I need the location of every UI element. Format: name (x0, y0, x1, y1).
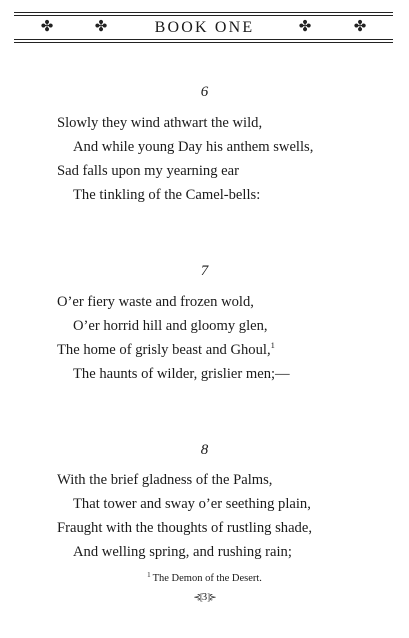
page-number (0, 590, 409, 605)
header-rule-bottom-thin (14, 39, 393, 40)
verse-line: Sad falls upon my yearning ear (57, 163, 239, 179)
fleuron-icon: ✤ (40, 19, 54, 35)
stanza-number: 6 (200, 84, 209, 100)
verse-line: With the brief gladness of the Palms, (57, 472, 273, 488)
page-number-value: 3 (201, 592, 208, 603)
fleuron-icon: ✤ (94, 19, 108, 35)
running-head: BOOK ONE (154, 19, 255, 36)
header-rule-bottom-thick (14, 42, 393, 43)
header-rule-top-thin (14, 15, 393, 16)
stanza-number: 8 (200, 442, 209, 458)
footnote (0, 572, 409, 586)
folio-ornament-right: ]⊱ (207, 592, 216, 602)
verse-line: The haunts of wilder, grislier men;— (73, 366, 290, 382)
verse-line (57, 340, 275, 360)
footnote-marker: 1 (147, 570, 151, 579)
stanza-number: 7 (200, 263, 209, 279)
verse-line: O’er horrid hill and gloomy glen, (73, 318, 268, 334)
verse-line: That tower and sway o’er seething plain, (73, 496, 311, 512)
verse-line: Fraught with the thoughts of rustling shade, (57, 520, 312, 536)
verse-line: Slowly they wind athwart the wild, (57, 115, 263, 131)
fleuron-icon: ✤ (298, 19, 312, 35)
verse-line: O’er fiery waste and frozen wold, (57, 294, 254, 310)
footnote-reference[interactable]: 1 (270, 340, 275, 351)
footnote-text: The Demon of the Desert. (152, 573, 262, 584)
verse-line: And while young Day his anthem swells, (73, 139, 314, 155)
header-rule-top-thick (14, 12, 393, 13)
folio-ornament-left: ⊰[ (193, 592, 202, 602)
verse-line: And welling spring, and rushing rain; (73, 544, 292, 560)
fleuron-icon: ✤ (353, 19, 367, 35)
verse-line-text: The home of grisly beast and Ghoul, (57, 342, 271, 358)
verse-line: The tinkling of the Camel-bells: (73, 187, 261, 203)
